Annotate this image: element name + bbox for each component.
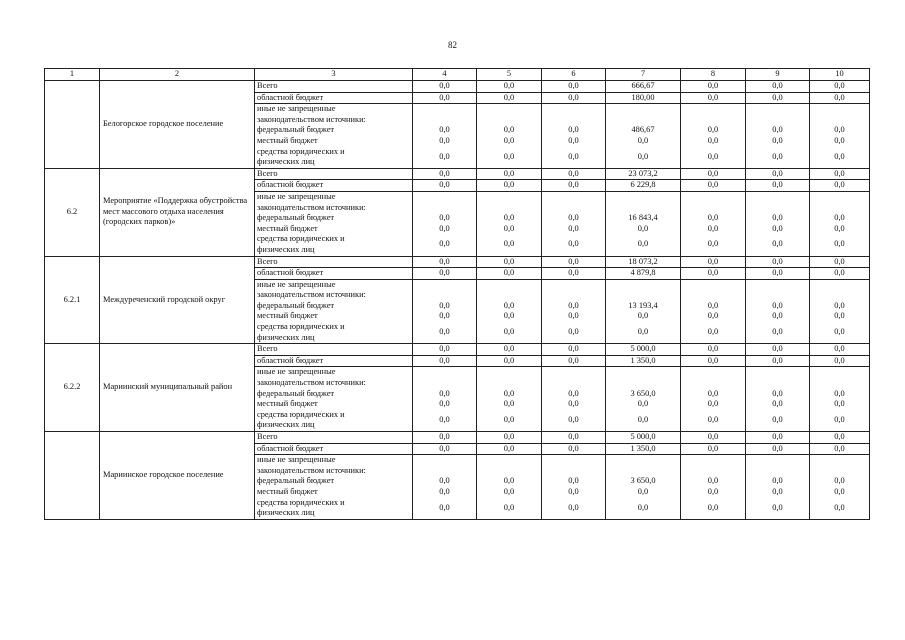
federal-value: 0,0 (439, 213, 450, 223)
table-cell (810, 367, 870, 432)
source-label: федеральный бюджет (257, 300, 335, 310)
table-cell (477, 191, 542, 256)
column-header: 7 (606, 69, 681, 81)
federal-value: 0,0 (568, 388, 579, 398)
table-cell: 0,0 (746, 443, 810, 455)
source-label: областной бюджет (255, 180, 413, 192)
source-label: средства юридических и (257, 409, 345, 419)
table-row (45, 81, 870, 93)
table-cell (477, 367, 542, 432)
legal-value: 0,0 (772, 327, 783, 337)
other-sources-cell (255, 104, 413, 169)
source-label: иные не запрещенные (257, 279, 336, 289)
table-cell: 0,0 (810, 268, 870, 280)
table-row (45, 256, 870, 268)
source-label: областной бюджет (255, 355, 413, 367)
table-cell: 0,0 (542, 92, 606, 104)
local-value: 0,0 (637, 223, 649, 233)
federal-value: 0,0 (503, 388, 515, 398)
table-cell: 0,0 (810, 432, 870, 444)
page-number: 82 (448, 40, 457, 50)
table-cell (413, 279, 477, 344)
table-cell: 0,0 (413, 256, 477, 268)
table-row (45, 344, 870, 356)
source-label: местный бюджет (257, 135, 318, 145)
legal-value: 0,0 (439, 327, 450, 337)
legal-value: 0,0 (834, 414, 845, 424)
local-value: 0,0 (439, 399, 450, 409)
federal-value: 0,0 (707, 476, 719, 486)
local-value: 0,0 (772, 135, 783, 145)
source-label: областной бюджет (255, 92, 413, 104)
table-cell: 0,0 (681, 344, 746, 356)
local-value: 0,0 (637, 135, 649, 145)
table-cell (681, 104, 746, 169)
table-cell (810, 191, 870, 256)
table-cell (477, 455, 542, 520)
column-header: 3 (255, 69, 413, 81)
source-label: местный бюджет (257, 311, 318, 321)
legal-value: 0,0 (439, 502, 450, 512)
table-cell: 0,0 (810, 180, 870, 192)
federal-value: 0,0 (834, 300, 845, 310)
table-cell: 0,0 (746, 81, 810, 93)
table-cell: 5 000,0 (606, 344, 681, 356)
legal-value: 0,0 (637, 327, 649, 337)
legal-value: 0,0 (834, 239, 845, 249)
local-value: 0,0 (834, 223, 845, 233)
table-cell (477, 279, 542, 344)
column-header: 8 (681, 69, 746, 81)
federal-value: 0,0 (834, 213, 845, 223)
table-cell: 23 073,2 (606, 168, 681, 180)
source-label: Всего (255, 344, 413, 356)
federal-value: 0,0 (503, 213, 515, 223)
table-cell: 0,0 (542, 168, 606, 180)
other-sources-cell (255, 279, 413, 344)
local-value: 0,0 (439, 135, 450, 145)
table-cell (413, 367, 477, 432)
table-cell: 0,0 (413, 432, 477, 444)
federal-value: 0,0 (834, 388, 845, 398)
federal-value: 0,0 (568, 125, 579, 135)
federal-value: 0,0 (707, 300, 719, 310)
other-sources-cell (255, 367, 413, 432)
legal-value: 0,0 (707, 239, 719, 249)
source-label: средства юридических и (257, 497, 345, 507)
column-header: 4 (413, 69, 477, 81)
table-cell: 0,0 (746, 168, 810, 180)
table-cell: 5 000,0 (606, 432, 681, 444)
source-label: средства юридических и (257, 234, 345, 244)
measure-name: Мариинское городское поселение (100, 432, 255, 520)
source-label: средства юридических и (257, 146, 345, 156)
local-value: 0,0 (834, 135, 845, 145)
table-cell (606, 367, 681, 432)
local-value: 0,0 (707, 486, 719, 496)
table-cell (542, 104, 606, 169)
legal-value: 0,0 (568, 151, 579, 161)
legal-value: 0,0 (503, 151, 515, 161)
legal-value: 0,0 (568, 327, 579, 337)
table-cell: 0,0 (477, 432, 542, 444)
source-label: законодательством источники: (257, 465, 366, 475)
column-header-row (45, 69, 870, 81)
table-cell: 0,0 (746, 256, 810, 268)
federal-value: 0,0 (707, 125, 719, 135)
source-label: законодательством источники: (257, 378, 366, 388)
table-cell: 0,0 (681, 355, 746, 367)
table-cell: 4 879,8 (606, 268, 681, 280)
source-label: местный бюджет (257, 223, 318, 233)
table-cell: 0,0 (413, 344, 477, 356)
local-value: 0,0 (568, 399, 579, 409)
table-cell (606, 279, 681, 344)
source-label: иные не запрещенные (257, 367, 336, 377)
table-cell: 0,0 (746, 268, 810, 280)
federal-value: 0,0 (568, 476, 579, 486)
source-label: федеральный бюджет (257, 125, 335, 135)
local-value: 0,0 (568, 311, 579, 321)
table-cell: 0,0 (810, 344, 870, 356)
table-cell (413, 104, 477, 169)
table-cell: 0,0 (746, 180, 810, 192)
legal-value: 0,0 (439, 414, 450, 424)
measure-code: 6.2 (45, 168, 100, 256)
federal-value: 3 650,0 (630, 388, 656, 398)
table-cell (542, 191, 606, 256)
federal-value: 0,0 (568, 300, 579, 310)
table-cell: 0,0 (477, 256, 542, 268)
legal-value: 0,0 (568, 239, 579, 249)
legal-value: 0,0 (637, 414, 649, 424)
legal-value: 0,0 (439, 151, 450, 161)
table-cell: 0,0 (681, 443, 746, 455)
local-value: 0,0 (772, 399, 783, 409)
budget-table (44, 68, 870, 520)
table-cell (810, 455, 870, 520)
measure-code: 6.2.2 (45, 344, 100, 432)
table-cell: 0,0 (810, 256, 870, 268)
table-cell: 0,0 (542, 355, 606, 367)
table-cell: 0,0 (810, 92, 870, 104)
table-cell: 6 229,8 (606, 180, 681, 192)
table-cell: 0,0 (477, 355, 542, 367)
source-label: законодательством источники: (257, 290, 366, 300)
source-label: физических лиц (257, 508, 315, 518)
federal-value: 0,0 (834, 476, 845, 486)
local-value: 0,0 (568, 223, 579, 233)
table-cell: 0,0 (746, 355, 810, 367)
table-cell: 1 350,0 (606, 355, 681, 367)
local-value: 0,0 (834, 486, 845, 496)
table-cell (606, 455, 681, 520)
table-cell: 0,0 (542, 256, 606, 268)
table-cell: 0,0 (681, 432, 746, 444)
table-cell: 0,0 (681, 168, 746, 180)
local-value: 0,0 (772, 486, 783, 496)
table-cell: 0,0 (810, 355, 870, 367)
measure-code: 6.2.1 (45, 256, 100, 344)
federal-value: 0,0 (772, 476, 783, 486)
table-cell (477, 104, 542, 169)
federal-value: 0,0 (772, 300, 783, 310)
source-label: федеральный бюджет (257, 476, 335, 486)
legal-value: 0,0 (707, 502, 719, 512)
source-label: иные не запрещенные (257, 455, 336, 465)
table-cell: 0,0 (746, 92, 810, 104)
measure-name: Белогорское городское поселение (100, 81, 255, 169)
table-cell (681, 455, 746, 520)
source-label: средства юридических и (257, 322, 345, 332)
federal-value: 0,0 (772, 213, 783, 223)
table-cell: 0,0 (542, 81, 606, 93)
federal-value: 0,0 (503, 300, 515, 310)
table-cell: 0,0 (413, 268, 477, 280)
legal-value: 0,0 (568, 414, 579, 424)
table-cell: 0,0 (681, 81, 746, 93)
table-row (45, 168, 870, 180)
federal-value: 0,0 (439, 300, 450, 310)
table-cell (681, 279, 746, 344)
federal-value: 0,0 (707, 388, 719, 398)
legal-value: 0,0 (834, 327, 845, 337)
table-cell: 18 073,2 (606, 256, 681, 268)
table-cell (542, 279, 606, 344)
column-header: 10 (810, 69, 870, 81)
table-cell (746, 455, 810, 520)
measure-code (45, 432, 100, 520)
table-cell (606, 191, 681, 256)
federal-value: 0,0 (503, 476, 515, 486)
local-value: 0,0 (637, 399, 649, 409)
local-value: 0,0 (772, 223, 783, 233)
table-cell: 0,0 (542, 268, 606, 280)
table-cell: 0,0 (477, 81, 542, 93)
local-value: 0,0 (439, 486, 450, 496)
local-value: 0,0 (707, 311, 719, 321)
source-label: местный бюджет (257, 399, 318, 409)
table-cell: 0,0 (542, 180, 606, 192)
table-cell: 0,0 (681, 268, 746, 280)
source-label: федеральный бюджет (257, 388, 335, 398)
local-value: 0,0 (439, 311, 450, 321)
table-cell: 0,0 (681, 180, 746, 192)
federal-value: 0,0 (707, 213, 719, 223)
table-cell: 0,0 (810, 81, 870, 93)
table-cell (542, 367, 606, 432)
federal-value: 0,0 (439, 388, 450, 398)
legal-value: 0,0 (707, 151, 719, 161)
legal-value: 0,0 (637, 151, 649, 161)
table-cell: 0,0 (746, 344, 810, 356)
source-label: Всего (255, 168, 413, 180)
table-cell (681, 367, 746, 432)
source-label: иные не запрещенные (257, 191, 336, 201)
table-cell: 0,0 (542, 344, 606, 356)
table-cell: 0,0 (681, 92, 746, 104)
table-cell (810, 279, 870, 344)
table-cell: 0,0 (477, 268, 542, 280)
legal-value: 0,0 (503, 327, 515, 337)
table-cell: 0,0 (413, 355, 477, 367)
legal-value: 0,0 (637, 239, 649, 249)
federal-value: 0,0 (772, 125, 783, 135)
table-cell: 0,0 (681, 256, 746, 268)
table-cell: 0,0 (413, 443, 477, 455)
table-cell: 180,00 (606, 92, 681, 104)
table-cell: 0,0 (413, 92, 477, 104)
legal-value: 0,0 (772, 414, 783, 424)
local-value: 0,0 (503, 486, 515, 496)
source-label: Всего (255, 432, 413, 444)
local-value: 0,0 (503, 399, 515, 409)
source-label: Всего (255, 256, 413, 268)
table-cell (413, 455, 477, 520)
column-header: 2 (100, 69, 255, 81)
federal-value: 0,0 (439, 125, 450, 135)
table-cell: 666,67 (606, 81, 681, 93)
other-sources-cell (255, 191, 413, 256)
local-value: 0,0 (707, 223, 719, 233)
federal-value: 3 650,0 (630, 476, 656, 486)
table-cell: 0,0 (542, 432, 606, 444)
federal-value: 0,0 (503, 125, 515, 135)
local-value: 0,0 (772, 311, 783, 321)
legal-value: 0,0 (637, 502, 649, 512)
table-cell (542, 455, 606, 520)
source-label: областной бюджет (255, 268, 413, 280)
source-label: физических лиц (257, 332, 315, 342)
federal-value: 0,0 (568, 213, 579, 223)
local-value: 0,0 (834, 311, 845, 321)
local-value: 0,0 (637, 486, 649, 496)
local-value: 0,0 (568, 135, 579, 145)
local-value: 0,0 (439, 223, 450, 233)
measure-code (45, 81, 100, 169)
legal-value: 0,0 (503, 239, 515, 249)
source-label: федеральный бюджет (257, 213, 335, 223)
table-cell: 0,0 (477, 180, 542, 192)
source-label: законодательством источники: (257, 114, 366, 124)
source-label: физических лиц (257, 420, 315, 430)
table-cell: 0,0 (477, 443, 542, 455)
measure-name: Мариинский муниципальный район (100, 344, 255, 432)
table-cell (681, 191, 746, 256)
legal-value: 0,0 (503, 502, 515, 512)
source-label: иные не запрещенные (257, 104, 336, 114)
table-cell: 0,0 (477, 344, 542, 356)
local-value: 0,0 (707, 399, 719, 409)
source-label: местный бюджет (257, 486, 318, 496)
table-row (45, 432, 870, 444)
local-value: 0,0 (568, 486, 579, 496)
table-cell: 0,0 (810, 168, 870, 180)
legal-value: 0,0 (772, 239, 783, 249)
legal-value: 0,0 (707, 414, 719, 424)
local-value: 0,0 (503, 311, 515, 321)
source-label: Всего (255, 81, 413, 93)
other-sources-cell (255, 455, 413, 520)
federal-value: 0,0 (439, 476, 450, 486)
source-label: физических лиц (257, 244, 315, 254)
column-header: 1 (45, 69, 100, 81)
legal-value: 0,0 (772, 502, 783, 512)
legal-value: 0,0 (772, 151, 783, 161)
table-cell: 0,0 (477, 168, 542, 180)
column-header: 5 (477, 69, 542, 81)
local-value: 0,0 (707, 135, 719, 145)
table-cell: 0,0 (746, 432, 810, 444)
federal-value: 0,0 (772, 388, 783, 398)
legal-value: 0,0 (707, 327, 719, 337)
table-cell: 0,0 (413, 81, 477, 93)
measure-name: Мероприятие «Поддержка обустройства мест массового отдыха населения (городских парков)» (100, 168, 255, 256)
table-cell: 1 350,0 (606, 443, 681, 455)
table-cell (810, 104, 870, 169)
legal-value: 0,0 (503, 414, 515, 424)
table-cell: 0,0 (477, 92, 542, 104)
source-label: физических лиц (257, 157, 315, 167)
column-header: 9 (746, 69, 810, 81)
table-cell (746, 367, 810, 432)
measure-name: Междуреченский городской округ (100, 256, 255, 344)
federal-value: 16 843,4 (628, 213, 658, 223)
table-cell (746, 279, 810, 344)
legal-value: 0,0 (439, 239, 450, 249)
local-value: 0,0 (503, 223, 515, 233)
table-cell: 0,0 (810, 443, 870, 455)
local-value: 0,0 (834, 399, 845, 409)
legal-value: 0,0 (568, 502, 579, 512)
local-value: 0,0 (637, 311, 649, 321)
source-label: законодательством источники: (257, 202, 366, 212)
table-cell (746, 104, 810, 169)
table-cell: 0,0 (413, 168, 477, 180)
federal-value: 0,0 (834, 125, 845, 135)
table-cell (606, 104, 681, 169)
table-cell: 0,0 (542, 443, 606, 455)
federal-value: 13 193,4 (628, 300, 658, 310)
legal-value: 0,0 (834, 502, 845, 512)
local-value: 0,0 (503, 135, 515, 145)
legal-value: 0,0 (834, 151, 845, 161)
table-cell (746, 191, 810, 256)
source-label: областной бюджет (255, 443, 413, 455)
column-header: 6 (542, 69, 606, 81)
table-cell (413, 191, 477, 256)
federal-value: 486,67 (631, 125, 655, 135)
table-cell: 0,0 (413, 180, 477, 192)
